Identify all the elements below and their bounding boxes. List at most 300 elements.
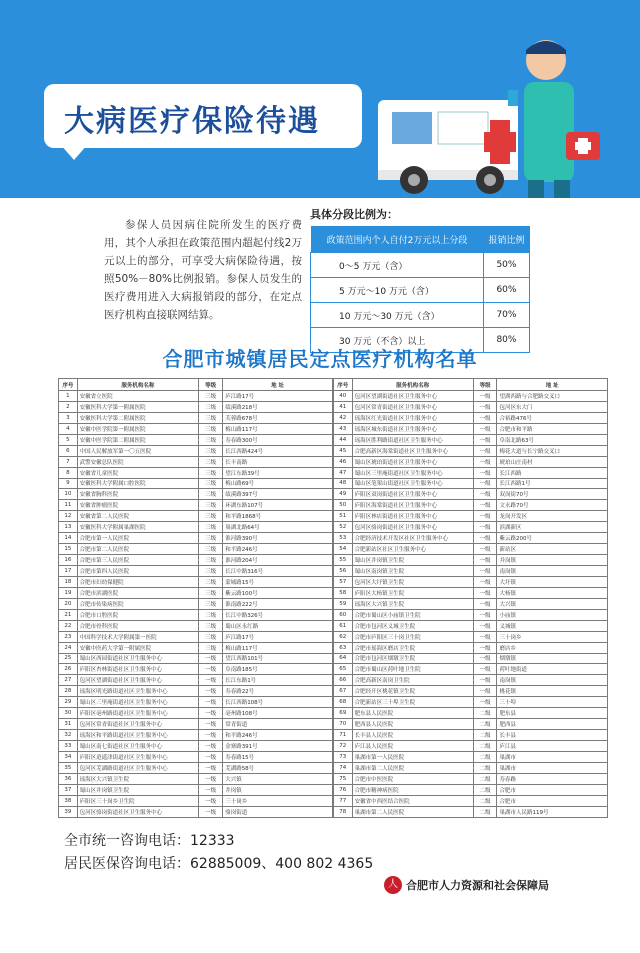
cell-name: 安徽医科大学附属口腔医院 xyxy=(77,478,199,489)
table-row xyxy=(334,434,608,445)
cell-addr: 蜀山区永红路 xyxy=(223,620,333,631)
cell-addr: 合肥市 xyxy=(497,795,608,806)
table-row xyxy=(334,412,608,423)
cell-grade: 三级 xyxy=(199,522,223,533)
cell-addr: 梅山路117号 xyxy=(223,423,333,434)
table-row xyxy=(334,609,608,620)
table-row xyxy=(334,741,608,752)
cell-no: 77 xyxy=(334,795,353,806)
cell-no: 38 xyxy=(59,795,78,806)
cell-grade: 二级 xyxy=(473,708,497,719)
cell-grade: 一级 xyxy=(473,467,497,478)
cell-grade: 二级 xyxy=(473,773,497,784)
table-row xyxy=(334,522,608,533)
cell-grade: 三级 xyxy=(199,500,223,511)
cell-no: 8 xyxy=(59,467,78,478)
cell-addr: 三十岗乡 xyxy=(223,795,333,806)
col-addr-header: 地 址 xyxy=(497,379,608,391)
cell-no: 30 xyxy=(59,708,78,719)
cell-no: 22 xyxy=(59,620,78,631)
cell-name: 合肥新站区三十埠卫生院 xyxy=(352,697,473,708)
col-grade-header: 等级 xyxy=(473,379,497,391)
cell-name: 包河区骆岗街道社区卫生服务中心 xyxy=(77,806,199,817)
cell-grade: 二级 xyxy=(473,730,497,741)
cell-no: 56 xyxy=(334,566,353,577)
cell-name: 中国科学技术大学附属第一医院 xyxy=(77,631,199,642)
cell-no: 53 xyxy=(334,533,353,544)
table-row xyxy=(334,653,608,664)
cell-addr: 淮河路390号 xyxy=(223,533,333,544)
cell-addr: 小庙镇 xyxy=(497,609,608,620)
cell-addr: 庐江路17号 xyxy=(223,391,333,402)
rate-row xyxy=(311,253,530,278)
table-row xyxy=(334,708,608,719)
table-row xyxy=(59,806,333,817)
cell-no: 78 xyxy=(334,806,353,817)
cell-addr: 紫云路200号 xyxy=(497,533,608,544)
cell-name: 安徽医科大学第一附属医院 xyxy=(77,401,199,412)
cell-name: 合肥高新区南岗卫生院 xyxy=(352,675,473,686)
table-row xyxy=(59,478,333,489)
cell-no: 27 xyxy=(59,675,78,686)
cell-grade: 三级 xyxy=(199,533,223,544)
table-row xyxy=(59,741,333,752)
cell-addr: 巢湖北路64号 xyxy=(223,522,333,533)
table-row xyxy=(334,795,608,806)
col-addr-header: 地 址 xyxy=(223,379,333,391)
cell-grade: 三级 xyxy=(199,467,223,478)
cell-grade: 一级 xyxy=(473,598,497,609)
cell-grade: 一级 xyxy=(199,806,223,817)
cell-grade: 一级 xyxy=(199,675,223,686)
table-row xyxy=(59,653,333,664)
cell-no: 69 xyxy=(334,708,353,719)
cell-addr: 骆岗街道 xyxy=(223,806,333,817)
cell-no: 9 xyxy=(59,478,78,489)
cell-grade: 一级 xyxy=(199,784,223,795)
cell-grade: 一级 xyxy=(199,773,223,784)
cell-no: 42 xyxy=(334,412,353,423)
table-row xyxy=(334,598,608,609)
cell-addr: 阜南北路63号 xyxy=(497,434,608,445)
cell-no: 43 xyxy=(334,423,353,434)
institution-list-title: 合肥市城镇居民定点医疗机构名单 xyxy=(162,347,478,371)
cell-grade: 一级 xyxy=(473,631,497,642)
table-row xyxy=(59,609,333,620)
cell-grade: 一级 xyxy=(473,511,497,522)
cell-grade: 一级 xyxy=(199,751,223,762)
cell-name: 庐阳区亳州路街道社区卫生服务中心 xyxy=(77,708,199,719)
rate-range: 30 万元（不含）以上 xyxy=(311,328,484,353)
cell-name: 安徽中医学院第二附属医院 xyxy=(77,434,199,445)
cell-name: 庐阳区海棠街道社区卫生服务中心 xyxy=(352,500,473,511)
ambulance-illustration xyxy=(378,20,640,198)
cell-no: 29 xyxy=(59,697,78,708)
cell-grade: 一级 xyxy=(473,423,497,434)
cell-addr: 梅花大道与长宁路交叉口 xyxy=(497,445,608,456)
table-row xyxy=(59,730,333,741)
cell-name: 合肥经济技术开发区社区卫生服务中心 xyxy=(352,533,473,544)
cell-name: 安徽省肿瘤医院 xyxy=(77,500,199,511)
cell-addr: 庐江县 xyxy=(497,741,608,752)
table-row xyxy=(334,762,608,773)
cell-addr: 合肥市 xyxy=(497,784,608,795)
table-row xyxy=(59,423,333,434)
cell-no: 37 xyxy=(59,784,78,795)
cell-grade: 一级 xyxy=(473,566,497,577)
cell-name: 合肥市第一人民医院 xyxy=(77,533,199,544)
cell-addr: 南岗镇 xyxy=(497,675,608,686)
cell-addr: 长江东路1号 xyxy=(223,675,333,686)
cell-name: 肥东县人民医院 xyxy=(352,708,473,719)
cell-name: 肥西县人民医院 xyxy=(352,719,473,730)
table-row xyxy=(334,544,608,555)
table-row xyxy=(334,511,608,522)
cell-grade: 一级 xyxy=(473,642,497,653)
cell-no: 10 xyxy=(59,489,78,500)
cell-no: 5 xyxy=(59,434,78,445)
title-bubble-tail xyxy=(60,144,88,160)
intro-paragraph: 参保人员因病住院所发生的医疗费用，其个人承担在政策范围内超起付线2万元以上的部分，可享受大病保险待遇，按照50%－80%比例报销。参保人员发生的医疗费用进入大病报销段的部分，在定点医疗机构直接联网结算。 xyxy=(104,219,302,321)
cell-no: 39 xyxy=(59,806,78,817)
table-row xyxy=(59,708,333,719)
cell-addr: 常青街道 xyxy=(223,719,333,730)
cell-name: 安徽省胸科医院 xyxy=(77,489,199,500)
table-row xyxy=(59,598,333,609)
cell-addr: 和平路1868号 xyxy=(223,511,333,522)
cell-addr: 滨湖新区 xyxy=(497,522,608,533)
table-row xyxy=(334,686,608,697)
cell-name: 合肥市包河区义城卫生院 xyxy=(352,620,473,631)
cell-grade: 一级 xyxy=(473,555,497,566)
cell-grade: 三级 xyxy=(199,631,223,642)
table-row xyxy=(334,456,608,467)
table-row xyxy=(59,555,333,566)
cell-grade: 一级 xyxy=(473,609,497,620)
cell-name: 安徽省立医院 xyxy=(77,391,199,402)
cell-name: 合肥高新区海棠街道社区卫生服务中心 xyxy=(352,445,473,456)
cell-name: 安徽省儿童医院 xyxy=(77,467,199,478)
cell-name: 瑶海区大兴镇卫生院 xyxy=(77,773,199,784)
table-row xyxy=(59,686,333,697)
cell-no: 34 xyxy=(59,751,78,762)
cell-name: 安徽省第二人民医院 xyxy=(77,511,199,522)
cell-grade: 三级 xyxy=(199,489,223,500)
cell-no: 15 xyxy=(59,544,78,555)
cell-grade: 一级 xyxy=(199,741,223,752)
cell-grade: 三级 xyxy=(199,555,223,566)
table-row xyxy=(59,784,333,795)
cell-addr: 梅山路117号 xyxy=(223,642,333,653)
cell-addr: 义城镇 xyxy=(497,620,608,631)
cell-name: 庐阳区双岗街道社区卫生服务中心 xyxy=(352,489,473,500)
cell-addr: 和平路246号 xyxy=(223,544,333,555)
cell-no: 46 xyxy=(334,456,353,467)
cell-grade: 三级 xyxy=(199,478,223,489)
cell-no: 44 xyxy=(334,434,353,445)
table-row xyxy=(334,391,608,402)
cell-no: 41 xyxy=(334,401,353,412)
cell-grade: 一级 xyxy=(473,401,497,412)
cell-no: 67 xyxy=(334,686,353,697)
cell-addr: 芙蓉路678号 xyxy=(223,412,333,423)
rate-header-range: 政策范围内个人自付2万元以上分段 xyxy=(311,226,484,253)
institution-list xyxy=(58,378,608,818)
page-title: 大病医疗保险待遇 xyxy=(64,104,320,139)
cell-name: 蜀山区井岗镇卫生院 xyxy=(77,784,199,795)
cell-addr: 长江西路424号 xyxy=(223,445,333,456)
cell-addr: 肥西县 xyxy=(497,719,608,730)
cell-grade: 二级 xyxy=(473,719,497,730)
cell-no: 16 xyxy=(59,555,78,566)
cell-name: 武警安徽总队医院 xyxy=(77,456,199,467)
cell-addr: 三十岗乡 xyxy=(497,631,608,642)
rate-range: 5 万元～10 万元（含） xyxy=(311,278,484,303)
cell-no: 45 xyxy=(334,445,353,456)
col-name-header: 服务机构名称 xyxy=(352,379,473,391)
cell-grade: 一级 xyxy=(199,719,223,730)
cell-addr: 望江西路101号 xyxy=(223,653,333,664)
cell-addr: 亳州路108号 xyxy=(223,708,333,719)
cell-grade: 三级 xyxy=(199,412,223,423)
cell-name: 合肥市第二人民医院 xyxy=(77,544,199,555)
cell-addr: 长江西路 xyxy=(497,467,608,478)
cell-grade: 一级 xyxy=(199,686,223,697)
table-row xyxy=(334,730,608,741)
table-row xyxy=(59,587,333,598)
cell-no: 17 xyxy=(59,566,78,577)
cell-no: 31 xyxy=(59,719,78,730)
cell-no: 54 xyxy=(334,544,353,555)
cell-no: 3 xyxy=(59,412,78,423)
cell-addr: 巢湖市 xyxy=(497,762,608,773)
table-row xyxy=(59,620,333,631)
table-row xyxy=(59,522,333,533)
cell-name: 蜀山区南七街道社区卫生服务中心 xyxy=(77,741,199,752)
cell-grade: 三级 xyxy=(199,609,223,620)
table-row xyxy=(59,401,333,412)
cell-no: 58 xyxy=(334,587,353,598)
cell-name: 合肥市第三人民医院 xyxy=(77,555,199,566)
col-grade-header: 等级 xyxy=(199,379,223,391)
cell-name: 蜀山区琥珀街道社区卫生服务中心 xyxy=(352,456,473,467)
cell-no: 57 xyxy=(334,576,353,587)
cell-name: 瑶海区胜利路街道社区卫生服务中心 xyxy=(352,434,473,445)
cell-no: 36 xyxy=(59,773,78,784)
table-row xyxy=(59,576,333,587)
table-row xyxy=(334,467,608,478)
cell-no: 70 xyxy=(334,719,353,730)
cell-grade: 一级 xyxy=(199,653,223,664)
cell-name: 合肥市妇幼保健院 xyxy=(77,576,199,587)
cell-addr: 长江中路316号 xyxy=(223,566,333,577)
cell-name: 安徽中医学院第一附属医院 xyxy=(77,423,199,434)
cell-no: 63 xyxy=(334,642,353,653)
cell-name: 蜀山区井岗镇卫生院 xyxy=(352,555,473,566)
cell-grade: 一级 xyxy=(473,522,497,533)
cell-name: 合肥市口腔医院 xyxy=(77,609,199,620)
cell-addr: 紫云路100号 xyxy=(223,587,333,598)
rate-ratio: 50% xyxy=(483,253,529,278)
cell-addr: 寿春路 xyxy=(497,773,608,784)
cell-grade: 二级 xyxy=(473,784,497,795)
rate-table-title: 具体分段比例为： xyxy=(310,208,398,221)
cell-grade: 一级 xyxy=(473,478,497,489)
table-row xyxy=(334,576,608,587)
rate-row xyxy=(311,303,530,328)
cell-grade: 一级 xyxy=(199,664,223,675)
cell-no: 7 xyxy=(59,456,78,467)
cell-no: 12 xyxy=(59,511,78,522)
cell-grade: 一级 xyxy=(473,697,497,708)
table-row xyxy=(59,412,333,423)
cell-grade: 一级 xyxy=(473,653,497,664)
cell-addr: 桃花镇 xyxy=(497,686,608,697)
table-row xyxy=(334,719,608,730)
cell-no: 55 xyxy=(334,555,353,566)
cell-addr: 长江中路326号 xyxy=(223,609,333,620)
cell-no: 4 xyxy=(59,423,78,434)
rate-ratio: 80% xyxy=(483,328,529,353)
cell-name: 合肥市中医医院 xyxy=(352,773,473,784)
cell-grade: 二级 xyxy=(473,806,497,817)
cell-no: 19 xyxy=(59,587,78,598)
cell-name: 合肥市蜀山区荷叶地卫生院 xyxy=(352,664,473,675)
cell-name: 长丰县人民医院 xyxy=(352,730,473,741)
cell-grade: 一级 xyxy=(199,708,223,719)
cell-name: 蜀山区南岗镇卫生院 xyxy=(352,566,473,577)
institution-table-right xyxy=(333,378,608,818)
table-row xyxy=(59,751,333,762)
cell-grade: 三级 xyxy=(199,423,223,434)
cell-name: 蜀山区三里庵街道社区卫生服务中心 xyxy=(77,697,199,708)
table-row xyxy=(334,631,608,642)
cell-no: 13 xyxy=(59,522,78,533)
cell-grade: 一级 xyxy=(473,445,497,456)
cell-name: 巢湖市第一人民医院 xyxy=(352,751,473,762)
col-no-header: 序号 xyxy=(59,379,78,391)
cell-grade: 一级 xyxy=(473,456,497,467)
cell-no: 59 xyxy=(334,598,353,609)
cell-name: 安徽医科大学附属巢湖医院 xyxy=(77,522,199,533)
table-row xyxy=(59,391,333,402)
cell-grade: 一级 xyxy=(199,697,223,708)
cell-addr: 文永路70号 xyxy=(497,500,608,511)
cell-name: 安徽中医药大学第一附属医院 xyxy=(77,642,199,653)
cell-no: 2 xyxy=(59,401,78,412)
cell-grade: 一级 xyxy=(473,620,497,631)
cell-name: 中国人民解放军第一〇五医院 xyxy=(77,445,199,456)
table-row xyxy=(59,544,333,555)
cell-addr: 望湖西路与合肥路交叉口 xyxy=(497,391,608,402)
cell-grade: 三级 xyxy=(199,598,223,609)
cell-name: 包河区常青街道社区卫生服务中心 xyxy=(77,719,199,730)
cell-grade: 三级 xyxy=(199,620,223,631)
cell-grade: 一级 xyxy=(473,434,497,445)
cell-name: 瑶海区城东街道社区卫生服务中心 xyxy=(352,423,473,434)
cell-grade: 一级 xyxy=(473,391,497,402)
table-row xyxy=(59,500,333,511)
cell-addr: 南岗镇 xyxy=(497,566,608,577)
cell-no: 66 xyxy=(334,675,353,686)
cell-grade: 三级 xyxy=(199,445,223,456)
cell-addr: 巢湖市 xyxy=(497,751,608,762)
cell-grade: 一级 xyxy=(473,587,497,598)
table-row xyxy=(334,675,608,686)
cell-grade: 三级 xyxy=(199,544,223,555)
cell-addr: 肥东县 xyxy=(497,708,608,719)
cell-no: 76 xyxy=(334,784,353,795)
cell-addr: 长丰南路 xyxy=(223,456,333,467)
table-row xyxy=(334,620,608,631)
cell-name: 包河区芜湖路街道社区卫生服务中心 xyxy=(77,762,199,773)
cell-addr: 长江西路1号 xyxy=(497,478,608,489)
cell-name: 庐阳区林店街道社区卫生服务中心 xyxy=(352,511,473,522)
cell-name: 合肥经开区桃花镇卫生院 xyxy=(352,686,473,697)
cell-name: 包河区大圩镇卫生院 xyxy=(352,576,473,587)
cell-grade: 二级 xyxy=(473,741,497,752)
cell-addr: 望江东路39号 xyxy=(223,467,333,478)
cell-addr: 荷叶地街道 xyxy=(497,664,608,675)
cell-name: 合肥市第四人民医院 xyxy=(77,566,199,577)
table-row xyxy=(334,401,608,412)
cell-no: 35 xyxy=(59,762,78,773)
cell-grade: 三级 xyxy=(199,391,223,402)
rate-range: 0～5 万元（含） xyxy=(311,253,484,278)
table-row xyxy=(59,773,333,784)
table-row xyxy=(334,664,608,675)
cell-grade: 三级 xyxy=(199,511,223,522)
institution-table-left xyxy=(58,378,333,818)
cell-grade: 一级 xyxy=(473,412,497,423)
cell-addr: 巢湖市人民路119号 xyxy=(497,806,608,817)
cell-name: 包河区常青街道社区卫生服务中心 xyxy=(352,401,473,412)
table-row xyxy=(59,434,333,445)
org-name: 合肥市人力资源和社会保障局 xyxy=(406,879,549,892)
table-row xyxy=(59,675,333,686)
rate-header-ratio: 报销比例 xyxy=(483,226,529,253)
cell-name: 瑶海区大兴镇卫生院 xyxy=(352,598,473,609)
cell-no: 14 xyxy=(59,533,78,544)
cell-addr: 新站区 xyxy=(497,544,608,555)
cell-no: 72 xyxy=(334,741,353,752)
cell-name: 合肥市滨湖医院 xyxy=(77,587,199,598)
cell-no: 50 xyxy=(334,500,353,511)
cell-no: 48 xyxy=(334,478,353,489)
cell-grade: 二级 xyxy=(473,762,497,773)
org-logo-icon: 人 xyxy=(384,876,402,894)
cell-grade: 一级 xyxy=(473,664,497,675)
cell-addr: 寿春路15号 xyxy=(223,751,333,762)
cell-grade: 一级 xyxy=(199,730,223,741)
cell-addr: 双岗街70号 xyxy=(497,489,608,500)
table-row xyxy=(59,467,333,478)
cell-no: 75 xyxy=(334,773,353,784)
cell-no: 74 xyxy=(334,762,353,773)
cell-grade: 三级 xyxy=(199,576,223,587)
cell-name: 庐阳区三十岗乡卫生院 xyxy=(77,795,199,806)
cell-no: 62 xyxy=(334,631,353,642)
table-row xyxy=(59,631,333,642)
cell-addr: 三十埠 xyxy=(497,697,608,708)
cell-name: 合肥市骨科医院 xyxy=(77,620,199,631)
rate-table xyxy=(310,226,530,353)
table-row xyxy=(59,697,333,708)
cell-no: 71 xyxy=(334,730,353,741)
cell-addr: 烟墩镇 xyxy=(497,653,608,664)
table-row xyxy=(59,533,333,544)
table-row xyxy=(334,533,608,544)
